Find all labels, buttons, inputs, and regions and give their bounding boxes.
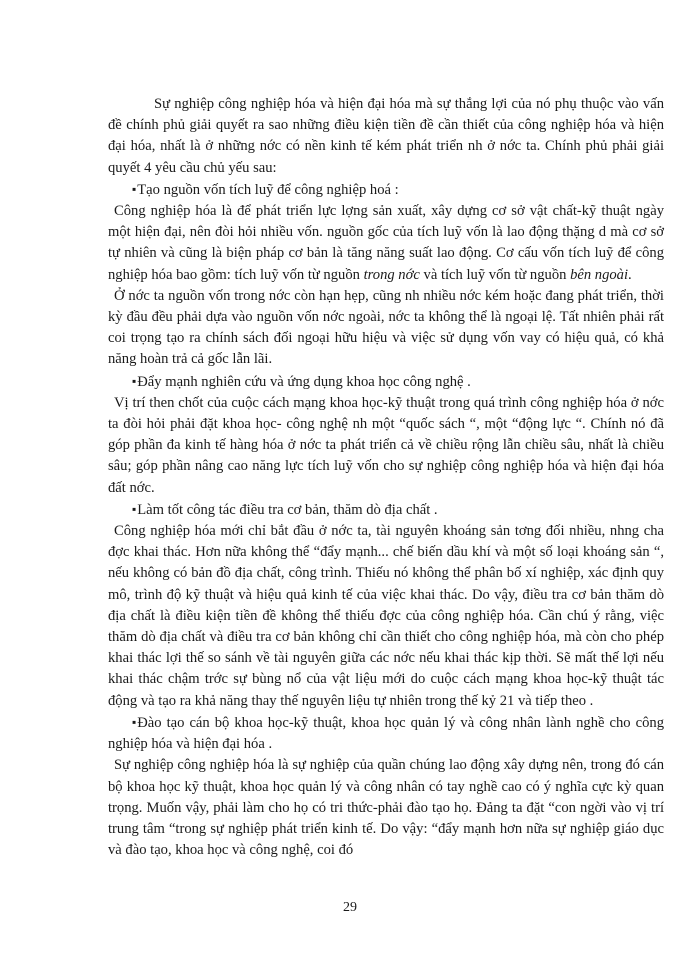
paragraph-foreign-capital: Ở nớc ta nguồn vốn trong nớc còn hạn hẹp, cũng nh nhiều nớc kém hoặc đang phát triển, thời kỳ đầu đều phải dựa vào nguồn vốn nớc ngoài, nớc ta không thể là ngoại lệ. Tất nhiên phải rất coi trọng tạo ra chính sách đối ngoại hữu hiệu và việc sử dụng vốn vay có hiệu quả, có khả năng hoàn trả cả gốc lẫn lãi.: [108, 287, 664, 368]
section-heading-text: Đào tạo cán bộ khoa học-kỹ thuật, khoa học quản lý và công nhân lành nghề cho công nghiệp hóa và hiện đại hóa .: [108, 714, 664, 753]
paragraph-geology-survey: Công nghiệp hóa mới chỉ bắt đầu ở nớc ta, tài nguyên khoáng sản tơng đối nhiều, nhng cha đợc khai thác. Hơn nữa không thể “đẩy mạnh... chế biến dầu khí và một số loại khoáng sản “, nếu không có bản đồ địa chất, công trình. Thiếu nó không thể phân bố xí nghiệp, xác định quy mô, trình độ kỹ thuật và hiệu quả kinh tế của việc khai thác. Do vậy, điều tra cơ bản thăm dò địa chất là điều kiện tiền đề không thể thiếu đợc của công nghiệp hóa. Cần chú ý rằng, việc thăm dò địa chất và điều tra cơ bản không chỉ cần thiết cho công nghiệp hóa, mà còn cho phép khai thác lợi thế so sánh về tài nguyên giữa các nớc nếu khai thác kịp thời. Sẽ mất thế lợi nếu khai thác chậm trớc sự bùng nổ của vật liệu mới do cuộc cách mạng khoa học-kỹ thuật tác động và tạo ra khả năng thay thế nguyên liệu tự nhiên trong thế kỷ 21 và tiếp theo .: [108, 523, 664, 709]
section-heading-capital: [108, 179, 664, 201]
section-heading-text: Tạo nguồn vốn tích luỹ để công nghiệp hoá :: [137, 181, 399, 198]
paragraph-capital-structure: [108, 201, 664, 286]
paragraph-text: .: [628, 266, 632, 283]
paragraph-text: Công nghiệp hóa là để phát triển lực lợng sản xuất, xây dựng cơ sở vật chất-kỹ thuật ngày một hiện đại, nên đòi hỏi nhiều vốn. nguồn gốc của tích luỹ vốn là lao động thặng d mà cơ sở tự nhiên và cũng là biện pháp cơ bản là tăng năng suất lao động. Cơ cấu vốn tích luỹ để công nghiệp hóa bao gồm: tích luỹ vốn từ nguồn: [108, 203, 664, 283]
paragraph-science-role: Vị trí then chốt của cuộc cách mạng khoa học-kỹ thuật trong quá trình công nghiệp hóa ở nớc ta đòi hỏi phải đặt khoa học- công nghệ nh một “quốc sách “, một “động lực “. Chính nó đã góp phần đa kinh tế hàng hóa ở nớc ta phát triển cả về chiều rộng lẫn chiều sâu, nhất là chiều sâu; góp phần nâng cao năng lực tích luỹ vốn cho sự nghiệp công nghiệp hóa và hiện đại hóa đất nớc.: [108, 394, 664, 496]
section-heading-training: [108, 712, 664, 755]
bullet-icon: ▪: [132, 373, 137, 388]
section-heading-text: Làm tốt công tác điều tra cơ bản, thăm dò địa chất .: [137, 501, 438, 518]
section-heading-geology: [108, 499, 664, 521]
bullet-icon: ▪: [132, 181, 137, 196]
bullet-icon: ▪: [132, 501, 137, 516]
page-number: 29: [343, 900, 357, 915]
bullet-icon: ▪: [132, 714, 137, 729]
paragraph-text: và tích luỹ vốn từ nguồn: [419, 266, 571, 283]
section-heading-text: Đẩy mạnh nghiên cứu và ứng dụng khoa học công nghệ .: [137, 373, 471, 390]
intro-paragraph: Sự nghiệp công nghiệp hóa và hiện đại hóa mà sự thắng lợi của nó phụ thuộc vào vấn đề chính phủ giải quyết ra sao những điều kiện tiền đề cần thiết của công nghiệp hóa và hiện đại hóa, nhất là ở những nớc có nền kinh tế kém phát triển nh ở nớc ta. Chính phủ phải giải quyết 4 yêu cầu chủ yếu sau:: [108, 96, 664, 176]
section-heading-science: [108, 371, 664, 393]
emphasis-domestic: trong nớc: [363, 266, 420, 283]
document-body: [108, 94, 664, 861]
emphasis-foreign: bên ngoài: [570, 266, 629, 283]
paragraph-training: Sự nghiệp công nghiệp hóa là sự nghiệp của quần chúng lao động xây dựng nên, trong đó cán bộ khoa học kỹ thuật, khoa học quản lý và công nhân có tay nghề cao có ý nghĩa cực kỳ quan trọng. Muốn vậy, phải làm cho họ có tri thức-phải đào tạo họ. Đảng ta đặt “con ngời vào vị trí trung tâm “trong sự nghiệp phát triển kinh tế. Do vậy: “đẩy mạnh hơn nữa sự nghiệp giáo dục và đào tạo, khoa học và công nghệ, coi đó: [108, 757, 664, 859]
